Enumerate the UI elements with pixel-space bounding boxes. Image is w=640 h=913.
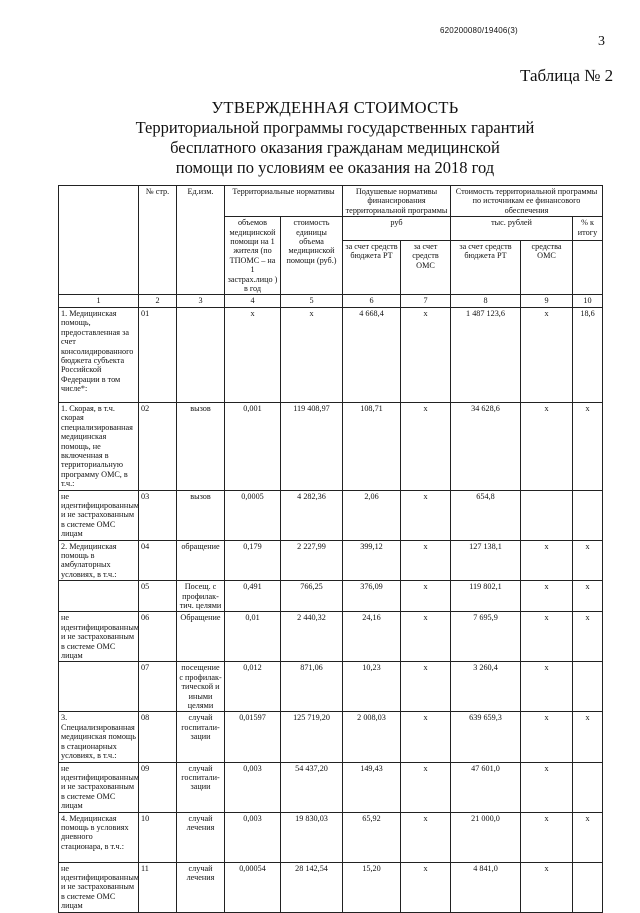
cell-rt: 2 008,03: [343, 712, 401, 762]
cell-oms: x: [401, 812, 451, 862]
cell-c-rt: 654,8: [451, 490, 521, 540]
cell-oms: x: [401, 862, 451, 912]
cell-unit: [177, 307, 225, 402]
cell-oms: x: [401, 662, 451, 712]
cell-c-oms: x: [521, 662, 573, 712]
header-nstr: № стр.: [139, 186, 177, 295]
cell-rt: 15,20: [343, 862, 401, 912]
cell-unit: случай госпитали-зации: [177, 712, 225, 762]
header-unit: Ед.изм.: [177, 186, 225, 295]
header-cost-rt: за счет средств бюджета РТ: [451, 240, 521, 294]
cell-cost: 2 440,32: [281, 612, 343, 662]
cell-c-rt: 119 802,1: [451, 581, 521, 612]
cell-vol: x: [225, 307, 281, 402]
header-norms: Территориальные нормативы: [225, 186, 343, 217]
column-number: 7: [401, 295, 451, 307]
page-number: 3: [598, 34, 605, 49]
cell-oms: x: [401, 402, 451, 490]
column-number: 10: [573, 295, 603, 307]
table-row: [59, 581, 603, 612]
cell-nstr: 09: [139, 762, 177, 812]
cell-nstr: 07: [139, 662, 177, 712]
cell-pct: [573, 662, 603, 712]
header-cost-unit: тыс. рублей: [451, 217, 573, 241]
column-number: 5: [281, 295, 343, 307]
cell-unit: обращение: [177, 540, 225, 581]
heading-line-1: УТВЕРЖДЕННАЯ СТОИМОСТЬ: [211, 98, 459, 117]
cell-cost: 125 719,20: [281, 712, 343, 762]
cell-pct: [573, 762, 603, 812]
column-number: 2: [139, 295, 177, 307]
cell-unit: случай лечения: [177, 862, 225, 912]
cell-oms: x: [401, 540, 451, 581]
cell-c-rt: 127 138,1: [451, 540, 521, 581]
cell-cost: 766,25: [281, 581, 343, 612]
cell-pct: x: [573, 402, 603, 490]
cell-vol: 0,179: [225, 540, 281, 581]
cell-cost: 4 282,36: [281, 490, 343, 540]
cell-rt: 2,06: [343, 490, 401, 540]
cell-oms: x: [401, 581, 451, 612]
cell-vol: 0,491: [225, 581, 281, 612]
header-cost-pct: % к итогу: [573, 217, 603, 241]
cell-nstr: 11: [139, 862, 177, 912]
cell-pct: x: [573, 540, 603, 581]
cell-unit: случай лечения: [177, 812, 225, 862]
cell-vol: 0,0005: [225, 490, 281, 540]
cell-nstr: 01: [139, 307, 177, 402]
table-row: [59, 402, 603, 490]
document-heading: [100, 98, 570, 178]
cell-name: не идентифицированным и не застрахованным в системе ОМС лицам: [59, 612, 139, 662]
cell-nstr: 06: [139, 612, 177, 662]
cell-c-oms: x: [521, 712, 573, 762]
header-norm-cost: стоимость единицы объема медицинской помощи (руб.): [281, 217, 343, 295]
cell-name: не идентифицированным и не застрахованным в системе ОМС лицам: [59, 862, 139, 912]
cell-unit: Обращение: [177, 612, 225, 662]
cell-cost: 871,06: [281, 662, 343, 712]
cell-c-rt: 7 695,9: [451, 612, 521, 662]
cell-nstr: 05: [139, 581, 177, 612]
cell-vol: 0,012: [225, 662, 281, 712]
cell-rt: 24,16: [343, 612, 401, 662]
cell-rt: 149,43: [343, 762, 401, 812]
cell-cost: 28 142,54: [281, 862, 343, 912]
cell-unit: случай госпитали-зации: [177, 762, 225, 812]
cell-cost: x: [281, 307, 343, 402]
table-row: [59, 662, 603, 712]
cell-c-oms: x: [521, 862, 573, 912]
cell-c-oms: x: [521, 402, 573, 490]
cell-c-oms: x: [521, 812, 573, 862]
table-row: [59, 540, 603, 581]
cell-oms: x: [401, 762, 451, 812]
cell-vol: 0,01: [225, 612, 281, 662]
cell-c-oms: x: [521, 307, 573, 402]
header-percapita-rt: за счет средств бюджета РТ: [343, 240, 401, 294]
cell-rt: 399,12: [343, 540, 401, 581]
cell-unit: вызов: [177, 402, 225, 490]
cell-c-rt: 639 659,3: [451, 712, 521, 762]
cell-cost: 54 437,20: [281, 762, 343, 812]
cell-nstr: 04: [139, 540, 177, 581]
cell-c-rt: 34 628,6: [451, 402, 521, 490]
cell-c-rt: 21 000,0: [451, 812, 521, 862]
cell-name: [59, 662, 139, 712]
cell-oms: x: [401, 712, 451, 762]
header-norm-volume: объемов медицинской помощи на 1 жителя (по ТПОМС – на 1 застрах.лицо ) в год: [225, 217, 281, 295]
cell-c-oms: x: [521, 762, 573, 812]
cell-pct: x: [573, 581, 603, 612]
cell-pct: [573, 490, 603, 540]
table-row: [59, 307, 603, 402]
header-cost: Стоимость территориальной программы по источникам ее финансового обеспечения: [451, 186, 603, 217]
table-title: Таблица № 2: [520, 66, 614, 85]
cell-rt: 10,23: [343, 662, 401, 712]
cell-unit: посещение с профилак-тической и иными целями: [177, 662, 225, 712]
document-number: 620200080/19406(3): [440, 26, 518, 35]
cell-vol: 0,00054: [225, 862, 281, 912]
cell-nstr: 08: [139, 712, 177, 762]
cell-pct: 18,6: [573, 307, 603, 402]
heading-line-4: помощи по условиям ее оказания на 2018 год: [175, 158, 495, 177]
header-cost-oms: средства ОМС: [521, 240, 573, 294]
cell-c-oms: [521, 490, 573, 540]
cell-nstr: 02: [139, 402, 177, 490]
column-number: 3: [177, 295, 225, 307]
cell-nstr: 03: [139, 490, 177, 540]
header-pct-empty: [573, 240, 603, 294]
cell-oms: x: [401, 307, 451, 402]
column-numbers-row: [59, 295, 603, 307]
cell-pct: x: [573, 612, 603, 662]
cell-pct: x: [573, 712, 603, 762]
cell-name: 1. Медицинская помощь, предоставленная за счет консолидированного бюджета субъекта Российской Федерации в том числе*:: [59, 307, 139, 402]
column-number: 6: [343, 295, 401, 307]
column-number: 9: [521, 295, 573, 307]
header-percapita: Подушевые нормативы финансирования территориальной программы: [343, 186, 451, 217]
cell-c-rt: 1 487 123,6: [451, 307, 521, 402]
cell-name: не идентифицированным и не застрахованным в системе ОМС лицам: [59, 762, 139, 812]
cell-c-rt: 3 260,4: [451, 662, 521, 712]
cell-name: 4. Медицинская помощь в условиях дневного стационара, в т.ч.:: [59, 812, 139, 862]
cell-name: 1. Скорая, в т.ч. скорая специализированная медицинская помощь, не включенная в территориальную программу ОМС, в т.ч.:: [59, 402, 139, 490]
cell-cost: 19 830,03: [281, 812, 343, 862]
cell-cost: 2 227,99: [281, 540, 343, 581]
cell-vol: 0,003: [225, 762, 281, 812]
cell-name: 3. Специализированная медицинская помощь в стационарных условиях, в т.ч.:: [59, 712, 139, 762]
cell-unit: вызов: [177, 490, 225, 540]
cell-vol: 0,003: [225, 812, 281, 862]
cell-c-oms: x: [521, 581, 573, 612]
column-number: 1: [59, 295, 139, 307]
header-percapita-oms: за счет средств ОМС: [401, 240, 451, 294]
heading-line-2: Территориальной программы государственных гарантий: [135, 118, 535, 137]
cell-name: 2. Медицинская помощь в амбулаторных условиях, в т.ч.:: [59, 540, 139, 581]
cell-pct: x: [573, 812, 603, 862]
column-number: 4: [225, 295, 281, 307]
table-row: [59, 712, 603, 762]
cell-c-oms: x: [521, 612, 573, 662]
column-number: 8: [451, 295, 521, 307]
cell-unit: Посещ. с профилак-тич. целями: [177, 581, 225, 612]
table-row: [59, 612, 603, 662]
header-empty: [59, 186, 139, 295]
cell-nstr: 10: [139, 812, 177, 862]
cell-rt: 108,71: [343, 402, 401, 490]
cell-name: [59, 581, 139, 612]
cost-table: [58, 185, 603, 913]
heading-line-3: бесплатного оказания гражданам медицинской: [170, 138, 500, 157]
cell-rt: 4 668,4: [343, 307, 401, 402]
cell-rt: 376,09: [343, 581, 401, 612]
cell-c-rt: 4 841,0: [451, 862, 521, 912]
cell-c-oms: x: [521, 540, 573, 581]
table-row: [59, 812, 603, 862]
cell-c-rt: 47 601,0: [451, 762, 521, 812]
table-row: [59, 490, 603, 540]
cell-vol: 0,001: [225, 402, 281, 490]
cell-rt: 65,92: [343, 812, 401, 862]
cell-oms: x: [401, 612, 451, 662]
cell-oms: x: [401, 490, 451, 540]
cell-vol: 0,01597: [225, 712, 281, 762]
cell-name: не идентифицированным и не застрахованным в системе ОМС лицам: [59, 490, 139, 540]
header-percapita-unit: руб: [343, 217, 451, 241]
table-row: [59, 762, 603, 812]
cell-cost: 119 408,97: [281, 402, 343, 490]
